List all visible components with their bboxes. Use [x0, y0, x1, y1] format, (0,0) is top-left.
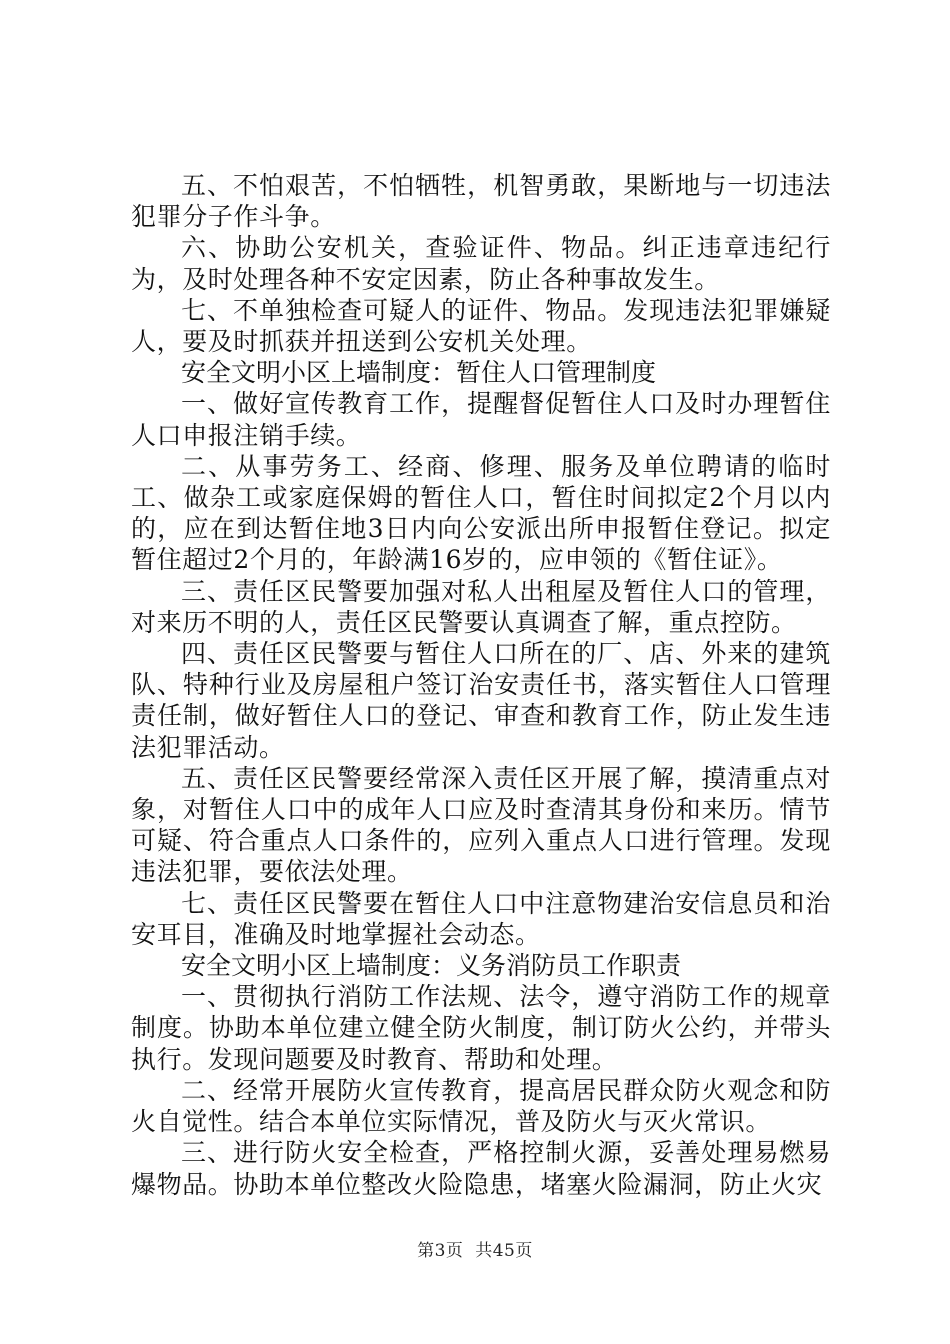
paragraph: 七、责任区民警要在暂住人口中注意物建治安信息员和治安耳目，准确及时地掌握社会动态。 — [131, 888, 831, 949]
page-number: 第3页 共45页 — [417, 1241, 533, 1261]
paragraph: 一、做好宣传教育工作，提醒督促暂住人口及时办理暂住人口申报注销手续。 — [131, 389, 831, 450]
paragraph: 二、从事劳务工、经商、修理、服务及单位聘请的临时工、做杂工或家庭保姆的暂住人口，暂住时间拟定2个月以内的，应在到达暂住地3日内向公安派出所申报暂住登记。拟定暂住超过2个月的，年龄满16岁的，应申领的《暂住证》。 — [131, 451, 831, 575]
paragraph: 三、进行防火安全检查，严格控制火源，妥善处理易燃易爆物品。协助本单位整改火险隐患，堵塞火险漏洞，防止火灾 — [131, 1138, 831, 1199]
document-body — [131, 170, 831, 1200]
paragraph: 五、责任区民警要经常深入责任区开展了解，摸清重点对象，对暂住人口中的成年人口应及时查清其身份和来历。情节可疑、符合重点人口条件的，应列入重点人口进行管理。发现违法犯罪，要依法处理。 — [131, 763, 831, 887]
paragraph: 七、不单独检查可疑人的证件、物品。发现违法犯罪嫌疑人，要及时抓获并扭送到公安机关处理。 — [131, 295, 831, 357]
paragraph: 二、经常开展防火宣传教育，提高居民群众防火观念和防火自觉性。结合本单位实际情况，普及防火与灭火常识。 — [131, 1075, 831, 1137]
page-footer — [0, 1240, 950, 1262]
paragraph: 五、不怕艰苦，不怕牺牲，机智勇敢，果断地与一切违法犯罪分子作斗争。 — [131, 171, 831, 232]
paragraph: 六、协助公安机关，查验证件、物品。纠正违章违纪行为，及时处理各种不安定因素，防止各种事故发生。 — [131, 233, 831, 294]
paragraph: 四、责任区民警要与暂住人口所在的厂、店、外来的建筑队、特种行业及房屋租户签订治安责任书，落实暂住人口管理责任制，做好暂住人口的登记、审查和教育工作，防止发生违法犯罪活动。 — [131, 639, 831, 762]
paragraph: 一、贯彻执行消防工作法规、法令，遵守消防工作的规章制度。协助本单位建立健全防火制度，制订防火公约，并带头执行。发现问题要及时教育、帮助和处理。 — [131, 982, 831, 1074]
paragraph: 三、责任区民警要加强对私人出租屋及暂住人口的管理，对来历不明的人，责任区民警要认真调查了解，重点控防。 — [131, 576, 831, 637]
section-heading: 安全文明小区上墙制度：暂住人口管理制度 — [181, 358, 657, 388]
section-heading: 安全文明小区上墙制度：义务消防员工作职责 — [181, 951, 682, 981]
